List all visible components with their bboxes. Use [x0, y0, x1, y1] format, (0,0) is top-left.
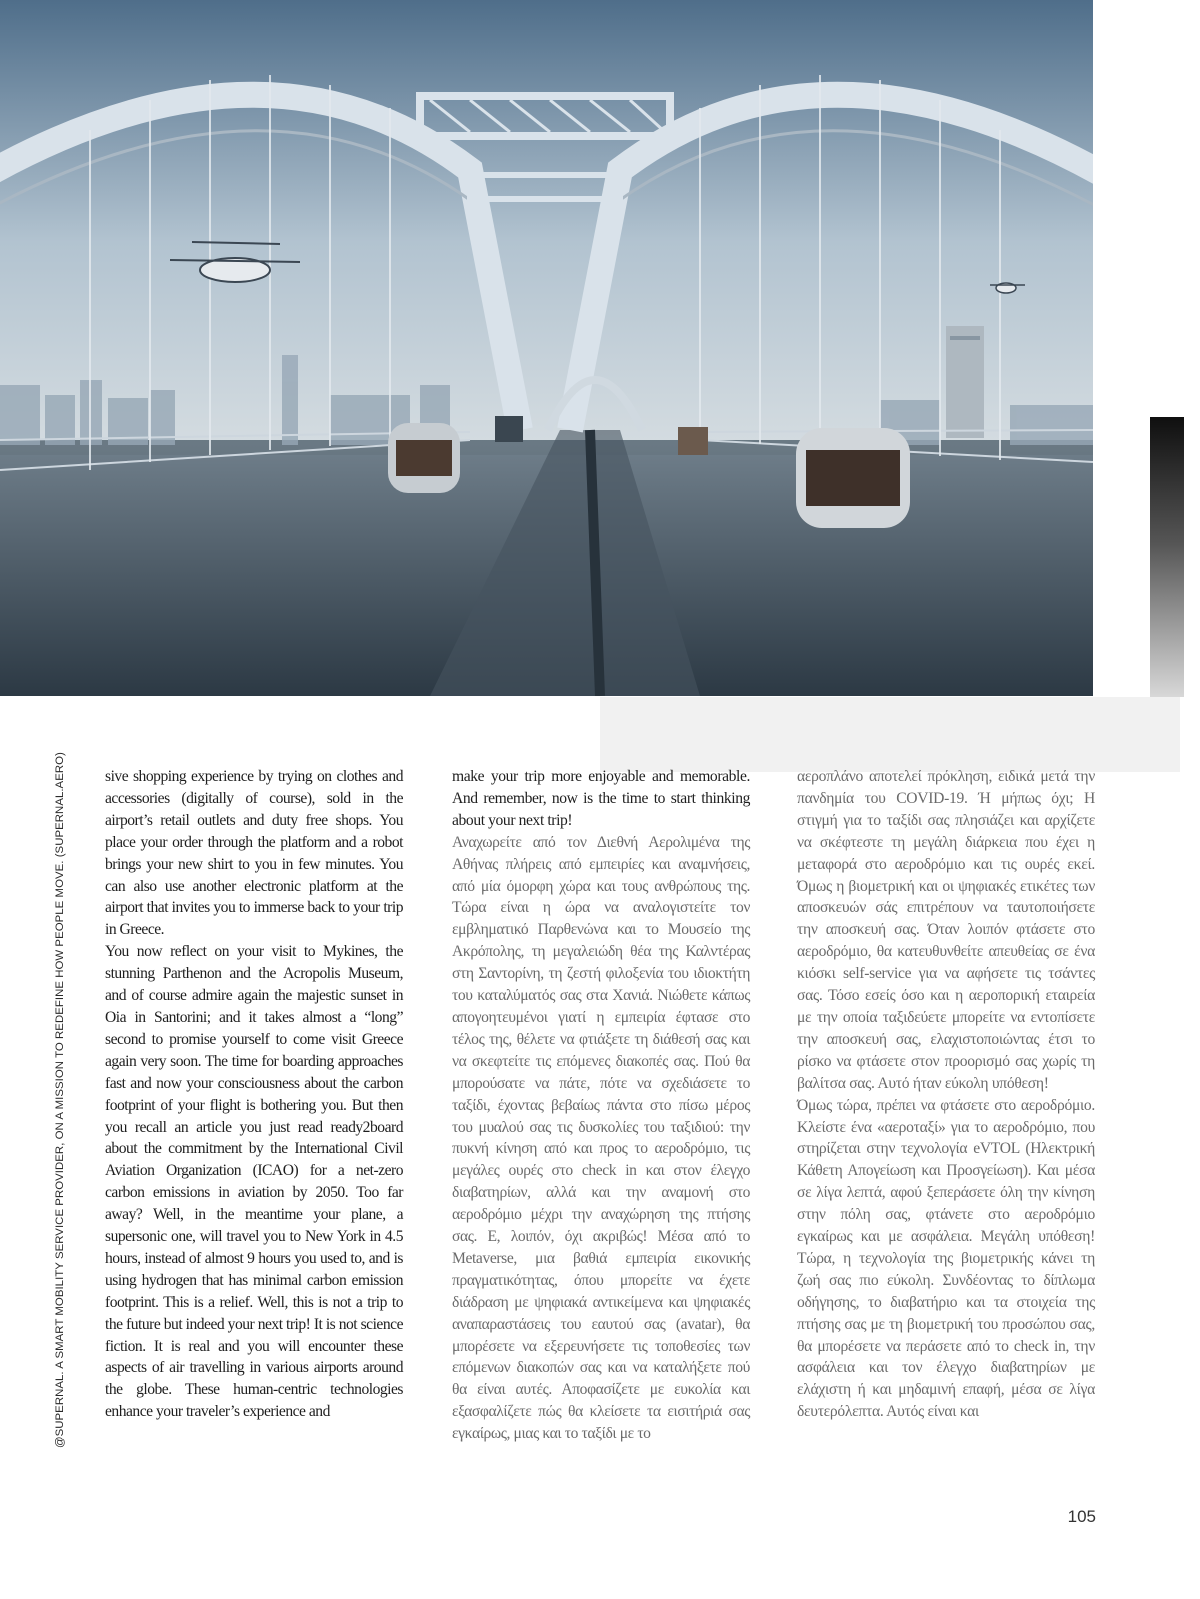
paragraph-english: make your trip more enjoyable and memorable. And remember, now is the time to start thinking about your next trip! [452, 768, 750, 829]
edge-tab [1150, 417, 1184, 697]
text-column-1 [105, 766, 403, 1423]
paragraph-greek: Αναχωρείτε από τον Διεθνή Αερολιμένα της Αθήνας πλήρεις από εμπειρίες και αναμνήσεις, από μία όμορφη χώρα και τους ανθρώπους της. Τώρα είναι η ώρα να αναλογιστείτε τον εμβληματικό Παρθενώνα και το Μουσείο της Ακρόπολης, τη μεγαλειώδη θέα της Καλντέρας στη Σαντορίνη, τη ζεστή φιλοξενία του ιδιοκτήτη του καταλύματός σας στα Χανιά. Νιώθετε κάπως απογοητευμένοι γιατί η εμπειρία έφτασε στο τέλος της, θέλετε να φτιάξετε τη διάθεσή σας και να σκεφτείτε τις επόμενες διακοπές σας. Πού θα μπορούσατε να πάτε, πότε να σχεδιάσετε το ταξίδι, έχοντας βεβαίως πάντα στο πίσω μέρος του μυαλού σας τις δυσκολίες του ταξιδιού: την πυκνή κίνηση από και προς το αεροδρόμιο, τις μεγάλες ουρές στο check in και στον έλεγχο διαβατηρίων, αλλά και την αναμονή στο αεροδρόμιο μέχρι την αναχώρηση της πτήσης σας. Ε, λοιπόν, όχι ακριβώς! Μέσα από το Metaverse, μια βαθιά εμπειρία εικονικής πραγματικότητας, όπου μπορείτε να έχετε διάδραση με ψηφιακά αντικείμενα και ψηφιακές αναπαραστάσεις του εαυτού σας (avatar), θα μπορέσετε να εξερευνήσετε τις τοποθεσίες των επόμενων διακοπών σας και να καταλήξετε πού θα είναι αυτές. Αποφασίζετε με ευκολία και εξασφαλίζετε πώς θα κλείσετε τα εισιτήριά σας εγκαίρως, μιας και το ταξίδι με το [452, 833, 750, 1443]
paragraph: Όμως τώρα, πρέπει να φτάσετε στο αεροδρόμιο. Κλείστε ένα «αεροταξί» για το αεροδρόμιο, που στηρίζεται στην τεχνολογία eVTOL (Ηλεκτρική Κάθετη Απογείωση και Προσγείωση). Και μέσα σε λίγα λεπτά, αφού ξεπεράσετε όλη την κίνηση στην πόλη σας, φτάνετε στο αεροδρόμιο εγκαίρως και με ασφάλεια. Μεγάλη υπόθεση! Τώρα, η τεχνολογία της βιομετρικής κάνει τη ζωή σας πιο εύκολη. Συνδέοντας το δίπλωμα οδήγησης, το διαβατήριο και τα στοιχεία της πτήσης σας με τη βιομετρική του προσώπου σας, θα μπορέσετε να περάσετε από το check in, την ασφάλεια και τον έλεγχο διαβατηρίων με ελάχιστη ή και μηδαμινή επαφή, μέσα σε λίγα δευτερόλεπτα. Αυτός είναι και [797, 1096, 1095, 1421]
bridge-illustration [0, 0, 1093, 696]
paragraph: sive shopping experience by trying on clothes and accessories (digitally of course), sold in the airport’s retail outlets and duty free shops. You place your order through the platform and a robot brings your new shirt to you in few minutes. You can also use another electronic platform at the airport that invites you to immerse back to your trip in Greece. [105, 768, 403, 939]
photo-credit: @SUPERNAL. A SMART MOBILITY SERVICE PROVIDER, ON A MISSION TO REDEFINE HOW PEOPLE MOVE. (SUPERNAL.AERO) [54, 752, 66, 1448]
decorative-panel [600, 697, 1180, 772]
paragraph: αεροπλάνο αποτελεί πρόκληση, ειδικά μετά την πανδημία του COVID-19. Ή μήπως όχι; Η στιγμή για το ταξίδι σας πλησιάζει και αρχίζετε να σκέφτεστε τη μεγάλη διάρκεια που έχει η μεταφορά στο αεροδρόμιο και τις ουρές εκεί. Όμως η βιομετρική και οι ψηφιακές ετικέτες των αποσκευών σάς επιτρέπουν να ταυτοποιήσετε την αποσκευή σας. Όταν λοιπόν φτάσετε στο αεροδρόμιο, θα κατευθυνθείτε απευθείας σε ένα κιόσκι self-service για να αφήσετε τις τσάντες σας. Τόσο εσείς όσο και η αεροπορική εταιρεία με την οποία ταξιδεύετε μπορείτε να εντοπίσετε την αποσκευή σας, ελαχιστοποιώντας έτσι το ρίσκο να φτάσετε στον προορισμό σας χωρίς τη βαλίτσα σας. Αυτό ήταν εύκολη υπόθεση! [797, 768, 1095, 1092]
page-number: 105 [1067, 1507, 1096, 1526]
text-column-3 [797, 766, 1095, 1423]
hero-photo [0, 0, 1093, 696]
text-column-2 [452, 766, 750, 1445]
paragraph: You now reflect on your visit to Mykines, the stunning Parthenon and the Acropolis Museum, and of course admire again the majestic sunset in Oia in Santorini; and it takes almost a “long” second to promise yourself to come visit Greece again very soon. The time for boarding approaches fast and now your consciousness about the carbon footprint of your flight is bothering you. But then you recall an article you just read ready2board about the commitment by the International Civil Aviation Organization (ICAO) for a net-zero carbon emissions in aviation by 2050. Too far away? Well, in the meantime your plane, a supersonic one, will travel you to New York in 4.5 hours, instead of almost 9 hours you used to, and is using hydrogen that has minimal carbon emission footprint. This is a relief. Well, this is not a trip to the future but indeed your next trip! It is not science fiction. It is real and you will encounter these aspects of air travelling in various airports around the globe. These human-centric technologies enhance your traveler’s experience and [105, 943, 403, 1421]
